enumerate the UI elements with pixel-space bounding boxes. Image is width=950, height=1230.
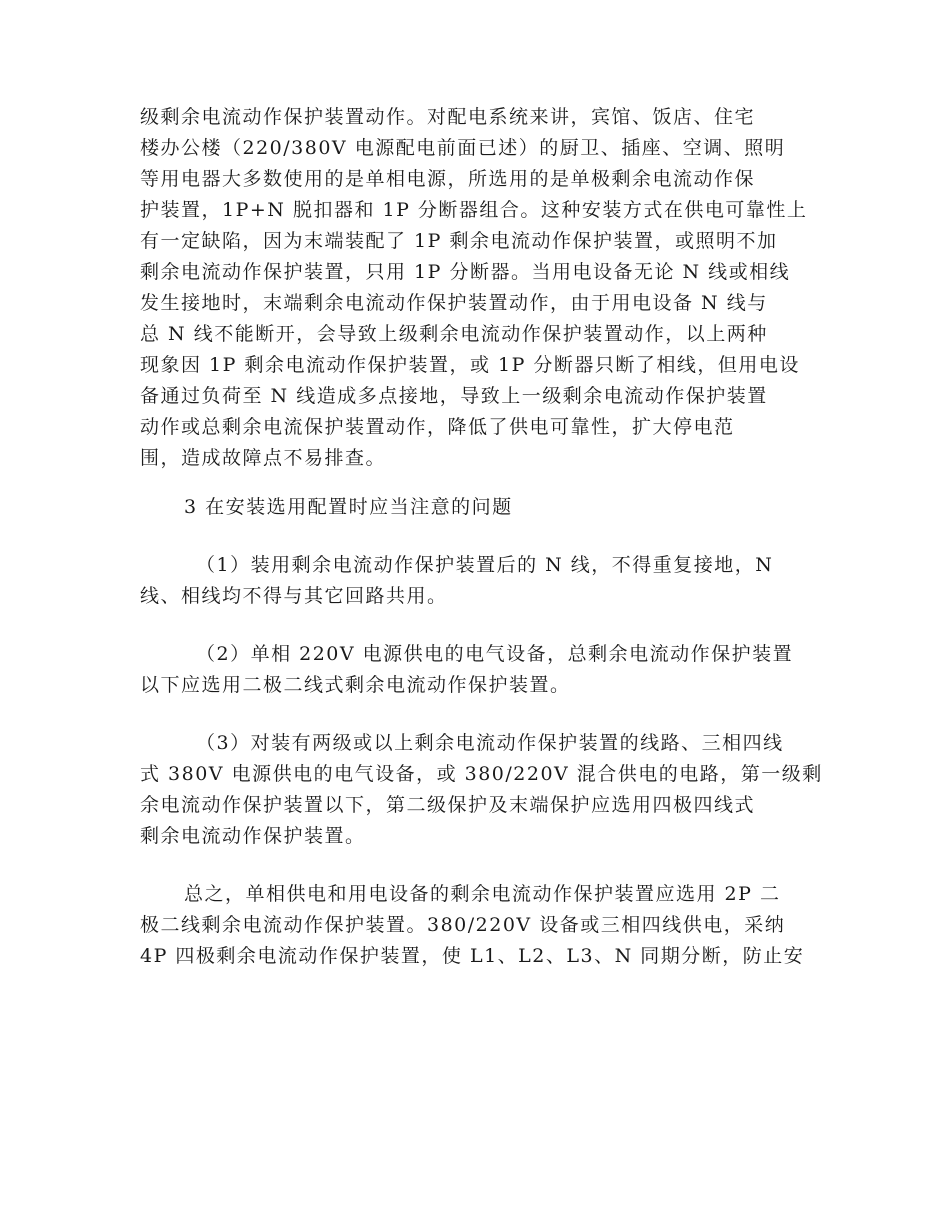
text-line: （1）装用剩余电流动作保护装置后的 N 线，不得重复接地，N [196,554,774,576]
text-line: 极二线剩余电流动作保护装置。380/220V 设备或三相四线供电，采纳 [140,914,786,936]
text-line: 级剩余电流动作保护装置动作。对配电系统来讲，宾馆、饭店、住宅 [140,106,756,128]
document-page [140,102,823,972]
paragraph-item-3 [140,728,823,852]
text-line: 总之，单相供电和用电设备的剩余电流动作保护装置应选用 2P 二 [184,883,781,905]
text-line: 现象因 1P 剩余电流动作保护装置，或 1P 分断器只断了相线，但用电设 [140,354,800,376]
text-line: 发生接地时，末端剩余电流动作保护装置动作，由于用电设备 N 线与 [140,292,768,314]
paragraph-summary [140,879,812,972]
text-line: 等用电器大多数使用的是单相电源，所选用的是单极剩余电流动作保 [140,168,756,190]
text-line: 剩余电流动作保护装置，只用 1P 分断器。当用电设备无论 N 线或相线 [140,261,791,283]
text-line: 楼办公楼（220/380V 电源配电前面已述）的厨卫、插座、空调、照明 [140,137,786,159]
text-line: 有一定缺陷，因为末端装配了 1P 剩余电流动作保护装置，或照明不加 [140,230,778,252]
text-line: （3）对装有两级或以上剩余电流动作保护装置的线路、三相四线 [196,732,784,754]
text-line: 线、相线均不得与其它回路共用。 [140,585,448,607]
text-line: 式 380V 电源供电的电气设备，或 380/220V 混合供电的电路，第一级剩 [140,763,823,785]
text-line: 护装置，1P+N 脱扣器和 1P 分断器组合。这种安装方式在供电可靠性上 [140,199,808,221]
section-heading [140,492,812,523]
text-line: 围，造成故障点不易排查。 [140,447,387,469]
heading-text: 3 在安装选用配置时应当注意的问题 [184,496,513,518]
text-line: 动作或总剩余电流保护装置动作，降低了供电可靠性，扩大停电范 [140,416,735,438]
text-line: 剩余电流动作保护装置。 [140,825,366,847]
text-line: 以下应选用二极二线式剩余电流动作保护装置。 [140,674,571,696]
text-line: 4P 四极剩余电流动作保护装置，使 L1、L2、L3、N 同期分断，防止安 [140,945,805,967]
paragraph-item-2 [140,639,812,701]
paragraph-item-1 [140,550,812,612]
text-line: （2）单相 220V 电源供电的电气设备，总剩余电流动作保护装置 [196,643,794,665]
text-line: 总 N 线不能断开，会导致上级剩余电流动作保护装置动作，以上两种 [140,323,768,345]
text-line: 余电流动作保护装置以下，第二级保护及末端保护应选用四极四线式 [140,794,756,816]
paragraph-body-1 [140,102,812,474]
text-line: 备通过负荷至 N 线造成多点接地，导致上一级剩余电流动作保护装置 [140,385,768,407]
